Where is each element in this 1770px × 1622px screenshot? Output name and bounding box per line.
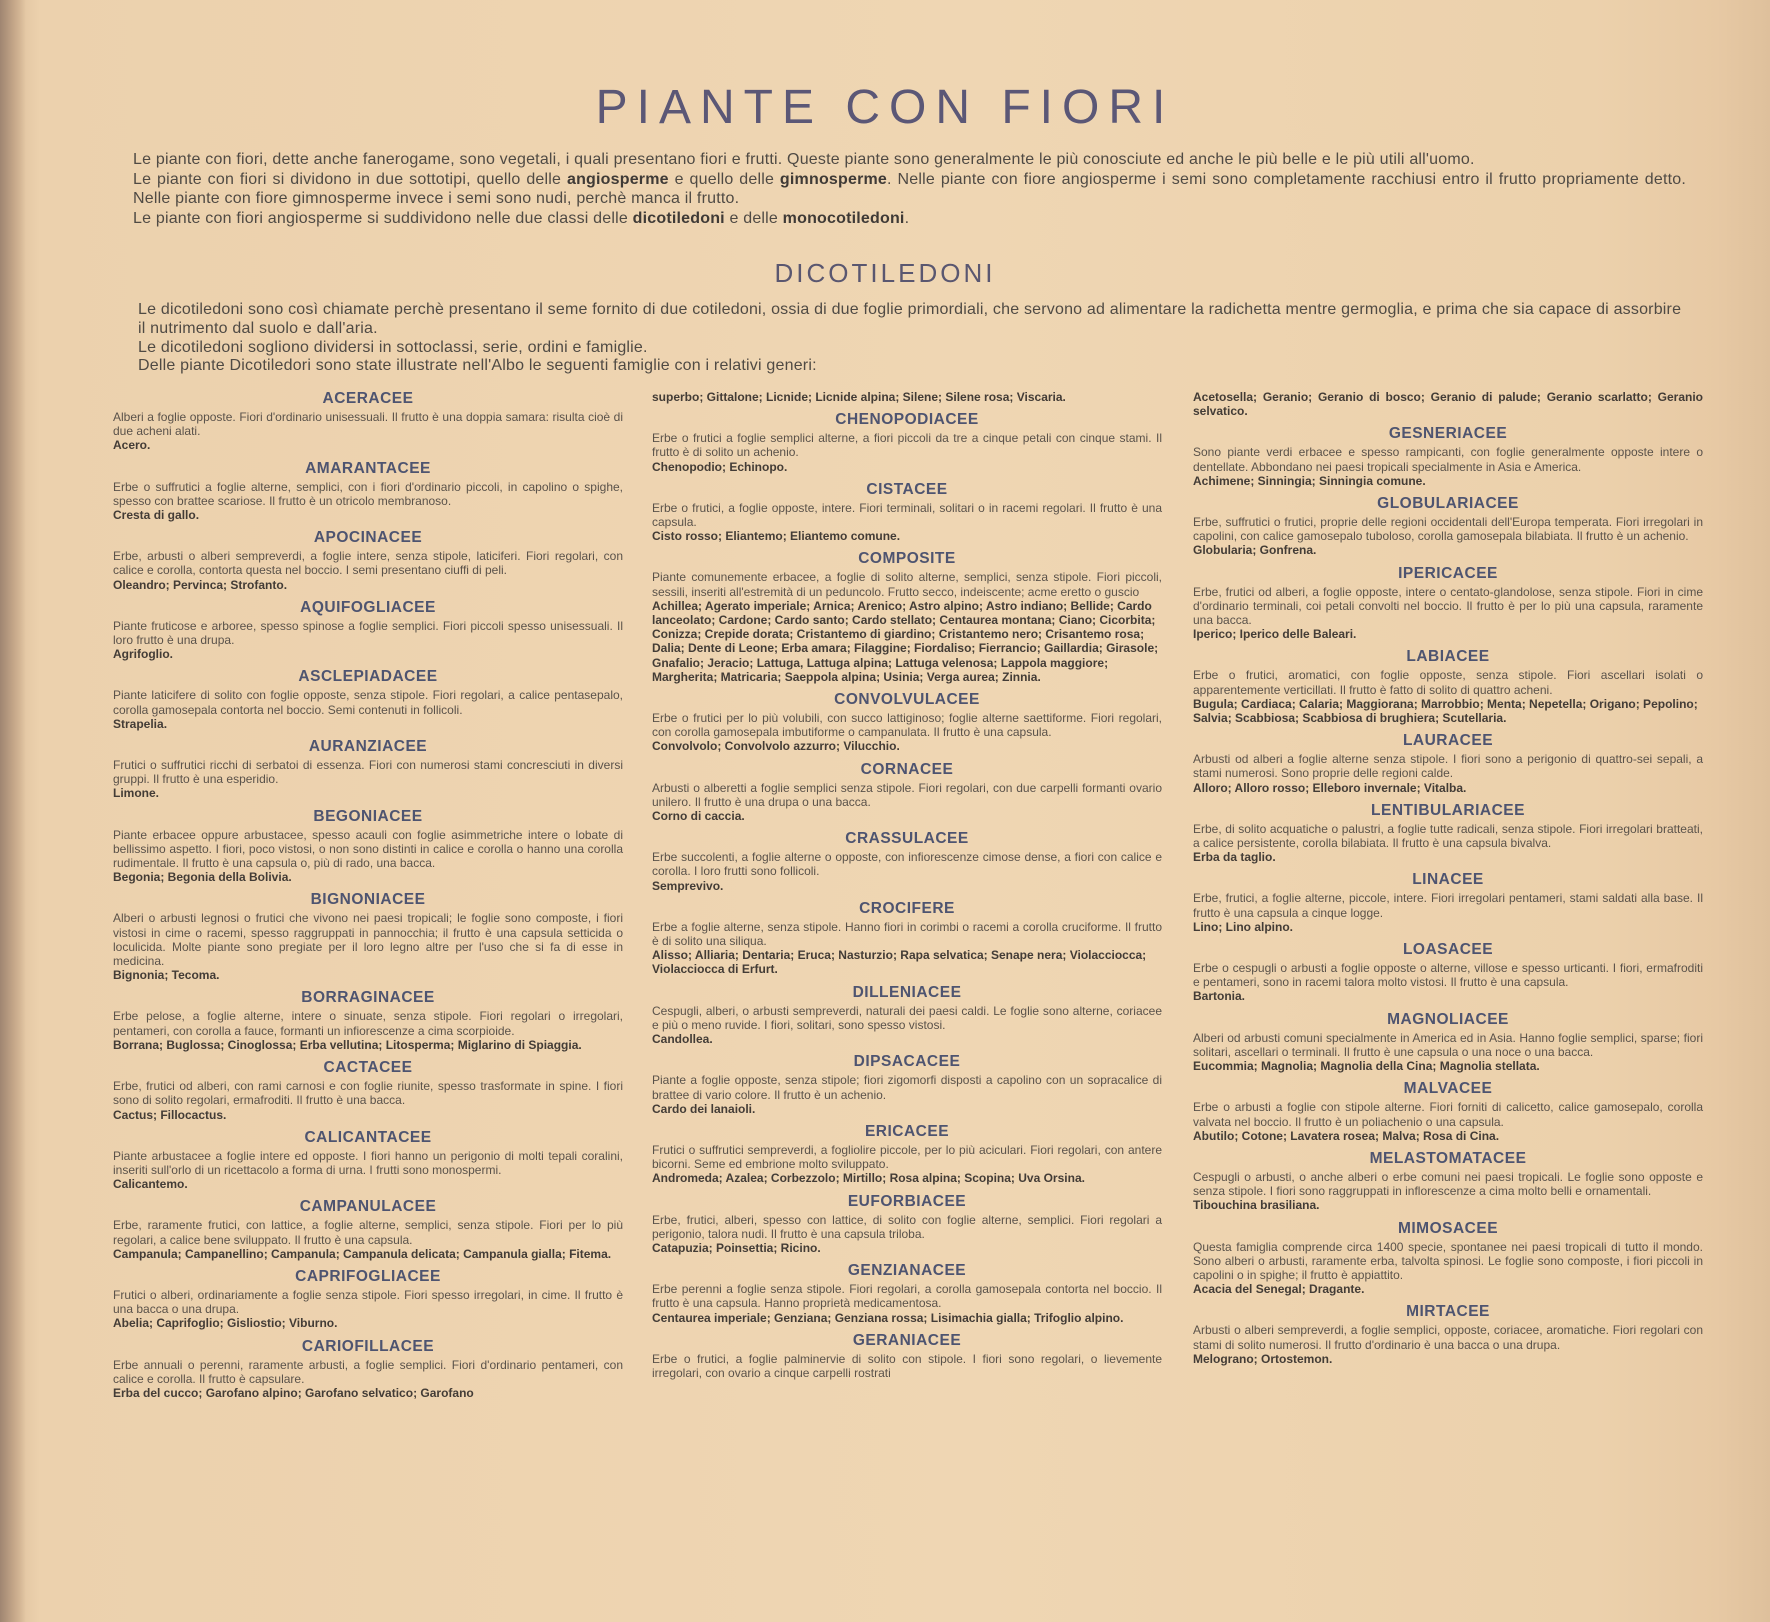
- family-name: AQUIFOGLIACEE: [300, 598, 436, 616]
- family-description: Erbe o suffrutici a foglie alterne, semplici, con i fiori d'ordinario piccoli, in capolino o spighe, spesso con brattee scariose. Il frutto è un otricolo membranoso.: [113, 479, 623, 508]
- family-genera: Cisto rosso; Eliantemo; Eliantemo comune.: [652, 529, 901, 544]
- family-genera: Andromeda; Azalea; Corbezzolo; Mirtillo; Rosa alpina; Scopina; Uva Orsina.: [652, 1171, 1085, 1186]
- family-entry: [1193, 1080, 1703, 1143]
- family-name: CROCIFERE: [859, 899, 955, 917]
- family-name: MAGNOLIACEE: [1387, 1010, 1509, 1028]
- family-name: CARIOFILLACEE: [301, 1337, 435, 1355]
- family-description: Questa famiglia comprende circa 1400 specie, spontanee nei paesi tropicali di tutto il mondo. Sono alberi o arbusti, raramente erba, talvolta spinosi. Le foglie sono composte, i fiori piccoli in capolini o in spighe; il frutto è appiattito.: [1193, 1239, 1703, 1282]
- family-entry: [1193, 732, 1703, 795]
- family-description: Erbe o frutici, a foglie palminervie di solito con stipole. I fiori sono regolari, o lievemente irregolari, con ovario a cinque carpelli rostrati: [652, 1351, 1162, 1380]
- family-name: BEGONIACEE: [313, 807, 423, 825]
- family-entry: [652, 1332, 1162, 1380]
- family-column-2: [652, 390, 1162, 1387]
- family-genera: Strapelia.: [113, 716, 168, 731]
- intro-text: [133, 150, 1686, 228]
- family-description: Alberi o arbusti legnosi o frutici che vivono nei paesi tropicali; le foglie sono composte, i fiori vistosi in cime o racemi, spesso raggruppati in pannocchia; il frutto è una capsula setticida o loculicida. Molte piante sono pregiate per il loro legno altre per l'uso che si fa di esse in medicina.: [113, 911, 623, 969]
- family-entry: [113, 1129, 623, 1192]
- family-genera: Lino; Lino alpino.: [1193, 919, 1293, 934]
- family-entry: [652, 411, 1162, 474]
- family-genera: Chenopodio; Echinopo.: [652, 459, 788, 474]
- continued-genera: Acetosella; Geranio; Geranio di bosco; Geranio di palude; Geranio scarlatto; Geranio selvatico.: [1193, 390, 1703, 419]
- family-name: GENZIANACEE: [847, 1262, 967, 1280]
- family-column-1: [113, 390, 623, 1407]
- family-genera: Globularia; Gonfrena.: [1193, 543, 1317, 558]
- family-genera: Cactus; Fillocactus.: [113, 1107, 227, 1122]
- family-description: Erbe pelose, a foglie alterne, intere o sinuate, senza stipole. Fiori regolari o irregolari, pentameri, con corolla a fauce, formanti un infiorescenze a cima scorpioide.: [113, 1009, 623, 1038]
- family-description: Alberi a foglie opposte. Fiori d'ordinario unisessuali. Il frutto è una doppia samara: risulta cioè di due acheni alati.: [113, 410, 623, 439]
- family-description: Erbe, frutici, a foglie alterne, piccole, intere. Fiori irregolari pentameri, stami saldati alla base. Il frutto è una capsula a cinque logge.: [1193, 891, 1703, 920]
- family-entry: [1193, 648, 1703, 725]
- family-entry: [652, 1053, 1162, 1116]
- family-description: Piante arbustacee a foglie intere ed opposte. I fiori hanno un perigonio di molti tepali coralini, inseriti sull'orlo di un ricettacolo a forma di urna. I frutti sono monospermi.: [113, 1148, 623, 1177]
- family-description: Arbusti o alberetti a foglie semplici senza stipole. Fiori regolari, con due carpelli formanti ovario unilero. Il frutto è una drupa o una bacca.: [652, 780, 1162, 809]
- family-entry: [113, 1338, 623, 1401]
- family-name: IPERICACEE: [1398, 564, 1498, 582]
- family-name: ERICACEE: [864, 1122, 950, 1140]
- family-description: Erbe o cespugli o arbusti a foglie opposte o alterne, villose e spesso urticanti. I fiori, ermafroditi e pentameri, sono in racemi talora molto vistosi. Il frutto è una capsula.: [1193, 961, 1703, 990]
- family-name: BIGNONIACEE: [310, 891, 426, 909]
- family-entry: [652, 1262, 1162, 1325]
- family-name: CACTACEE: [323, 1059, 413, 1077]
- family-entry: [652, 550, 1162, 684]
- family-description: Erbe, frutici, alberi, spesso con lattice, di solito con foglie alterne, semplici. Fiori regolari a perigonio, talora nudi. Il frutto è una capsula triloba.: [652, 1212, 1162, 1241]
- family-name: AMARANTACEE: [305, 459, 431, 477]
- family-description: Erbe, arbusti o alberi sempreverdi, a foglie intere, senza stipole, laticiferi. Fiori regolari, con calice e corolla, contorta questa nel boccio. I semi presentano ciuffi di peli.: [113, 549, 623, 578]
- family-genera: Centaurea imperiale; Genziana; Genziana rossa; Lisimachia gialla; Trifoglio alpino.: [652, 1310, 1124, 1325]
- family-name: GESNERIACEE: [1388, 425, 1508, 443]
- intro-paragraph: Le piante con fiori angiosperme si suddividono nelle due classi delle dicotiledoni e delle monocotiledoni.: [133, 209, 910, 227]
- family-name: LENTIBULARIACEE: [1371, 801, 1525, 819]
- family-name: CISTACEE: [866, 480, 948, 498]
- family-genera: Oleandro; Pervinca; Strofanto.: [113, 577, 288, 592]
- section-title: DICOTILEDONI: [774, 258, 996, 288]
- family-entry: [1193, 1150, 1703, 1213]
- family-name: CONVOLVULACEE: [834, 691, 980, 709]
- family-entry: [1193, 1011, 1703, 1074]
- family-description: Frutici o suffrutici ricchi di serbatoi di essenza. Fiori con numerosi stami concresciuti in diversi gruppi. Il frutto è una esperidio.: [113, 758, 623, 787]
- family-genera: Tibouchina brasiliana.: [1193, 1198, 1320, 1213]
- family-genera: Begonia; Begonia della Bolivia.: [113, 870, 292, 885]
- family-description: Frutici o alberi, ordinariamente a foglie senza stipole. Fiori spesso irregolari, in cime. Il frutto è una bacca o una drupa.: [113, 1287, 623, 1317]
- intro-paragraph: Le piante con fiori, dette anche fanerogame, sono vegetali, i quali presentano fiori e frutti. Queste piante sono generalmente le più conosciute ed anche le più belle e le più utili all'uomo.: [133, 151, 1475, 168]
- family-entry: [652, 481, 1162, 544]
- family-column-3: [1193, 390, 1703, 1373]
- family-genera: Bignonia; Tecoma.: [113, 968, 220, 983]
- family-genera: Eucommia; Magnolia; Magnolia della Cina; Magnolia stellata.: [1193, 1059, 1540, 1074]
- family-description: Erbe, raramente frutici, con lattice, a foglie alterne, semplici, senza stipole. Fiori per lo più regolari, a calice bene sviluppato. Il frutto è una capsula.: [113, 1218, 623, 1247]
- family-name: LOASACEE: [1402, 941, 1494, 959]
- family-description: Erbe o arbusti a foglie con stipole alterne. Fiori forniti di calicetto, calice gamosepalo, corolla valvata nel boccio. Il frutto è un poliachenio o una capsula.: [1193, 1100, 1703, 1129]
- family-genera: Erba da taglio.: [1193, 850, 1276, 865]
- family-entry: [652, 1193, 1162, 1256]
- family-description: Erbe o frutici a foglie semplici alterne, a fiori piccoli da tre a cinque petali con cinque stami. Il frutto è di solito un achenio.: [652, 431, 1162, 460]
- family-entry: [113, 738, 623, 801]
- family-entry: [1193, 425, 1703, 488]
- family-genera: Limone.: [113, 786, 160, 801]
- family-genera: Agrifoglio.: [113, 647, 173, 662]
- family-genera: Melograno; Ortostemon.: [1193, 1351, 1333, 1366]
- family-genera: Campanula; Campanellino; Campanula; Campanula delicata; Campanula gialla; Fitema.: [113, 1246, 612, 1261]
- family-name: EUFORBIACEE: [847, 1192, 967, 1210]
- family-name: CORNACEE: [860, 760, 954, 778]
- family-description: Piante a foglie opposte, senza stipole; fiori zigomorfi disposti a capolino con un sopracalice di brattee di vario colore. Il frutto è un achenio.: [652, 1073, 1162, 1102]
- family-entry: [113, 1198, 623, 1261]
- family-entry: [113, 1268, 623, 1331]
- family-entry: [1193, 495, 1703, 558]
- family-genera: Erba del cucco; Garofano alpino; Garofano selvatico; Garofano: [113, 1385, 474, 1400]
- family-description: Erbe a foglie alterne, senza stipole. Hanno fiori in corimbi o racemi a corolla cruciforme. Il frutto è di solito una siliqua.: [652, 919, 1162, 949]
- family-genera: Borrana; Buglossa; Cinoglossa; Erba vellutina; Litosperma; Miglarino di Spiaggia.: [113, 1037, 582, 1052]
- family-name: LINACEE: [1412, 871, 1484, 889]
- family-name: GLOBULARIACEE: [1377, 495, 1519, 513]
- family-entry: [113, 891, 623, 982]
- family-entry: [113, 599, 623, 662]
- family-description: Alberi od arbusti comuni specialmente in America ed in Asia. Hanno foglie semplici, sparse; fiori solitari, ascellari o terminali. Il frutto è une capsula o una noce o una bacca.: [1193, 1030, 1703, 1059]
- family-name: MIRTACEE: [1406, 1303, 1490, 1321]
- family-description: Piante erbacee oppure arbustacee, spesso acauli con foglie asimmetriche intere o lobate di bellissimo aspetto. I fiori, poco vistosi, o non sono distinti in calice e corolla o hanno una corolla rudimentale. Il frutto è una capsula o, più di rado, una bacca.: [113, 827, 623, 871]
- family-name: GERANIACEE: [852, 1331, 962, 1349]
- family-description: Piante fruticose e arboree, spesso spinose a foglie semplici. Fiori piccoli spesso unisessuali. Il loro frutto è una drupa.: [113, 618, 623, 648]
- family-description: Erbe, suffrutici o frutici, proprie delle regioni occidentali dell'Europa temperata. Fiori irregolari in capolini, con calice gamosepalo tuboloso, corolla gamosepala bilabiata. Il frutto è un achenio.: [1193, 515, 1703, 544]
- section-intro-paragraph: Le dicotiledoni sono così chiamate perchè presentano il seme fornito di due cotiledoni, ossia di due foglie primordiali, che servono ad alimentare la radichetta mentre germoglia, e prima che sia capace di assorbire il nutrimento dal suolo e dall'aria.: [138, 301, 1682, 337]
- family-genera: Calicantemo.: [113, 1177, 188, 1192]
- family-description: Erbe o frutici, a foglie opposte, intere. Fiori terminali, solitari o in racemi regolari. Il frutto è una capsula.: [652, 500, 1162, 530]
- family-entry: [1193, 565, 1703, 642]
- family-genera: Iperico; Iperico delle Baleari.: [1193, 627, 1357, 642]
- family-entry: [652, 761, 1162, 824]
- family-name: CRASSULACEE: [845, 830, 969, 848]
- family-description: Erbe succolenti, a foglie alterne o opposte, con infiorescenze cimose dense, a fiori con calice e corolla. I loro frutti sono follicoli.: [652, 850, 1162, 879]
- family-genera: Corno di caccia.: [652, 809, 745, 824]
- family-entry: [652, 900, 1162, 977]
- family-name: CAMPANULACEE: [299, 1198, 437, 1216]
- family-entry: [113, 668, 623, 731]
- intro-paragraph: Le piante con fiori si dividono in due sottotipi, quello delle angiosperme e quello delle gimnosperme. Nelle piante con fiore angiosperme i semi sono completamente racchiusi entro il frutto propriamente detto. Nelle piante con fiore gimnosperme invece i semi sono nudi, perchè manca il frutto.: [133, 170, 1686, 207]
- family-genera: Catapuzia; Poinsettia; Ricino.: [652, 1240, 821, 1255]
- family-entry: [113, 989, 623, 1052]
- family-entry: [113, 390, 623, 453]
- family-entry: [1193, 802, 1703, 865]
- family-description: Erbe, frutici od alberi, con rami carnosi e con foglie riunite, spesso trasformate in spine. I fiori sono di solito regolari, ermafroditi. Il frutto è una bacca.: [113, 1079, 623, 1108]
- family-genera: Convolvolo; Convolvolo azzurro; Vilucchio.: [652, 739, 900, 754]
- family-genera: Alloro; Alloro rosso; Elleboro invernale; Vitalba.: [1193, 780, 1467, 795]
- family-genera: Abelia; Caprifoglio; Gisliostio; Viburno.: [113, 1316, 338, 1331]
- family-name: MELASTOMATACEE: [1369, 1149, 1527, 1167]
- family-genera: Abutilo; Cotone; Lavatera rosea; Malva; Rosa di Cina.: [1193, 1128, 1500, 1143]
- family-name: AURANZIACEE: [308, 738, 428, 756]
- family-name: ASCLEPIADACEE: [298, 668, 438, 686]
- family-genera: Bartonia.: [1193, 989, 1246, 1004]
- family-genera: Achillea; Agerato imperiale; Arnica; Arenico; Astro alpino; Astro indiano; Bellide; Cardo lanceolato; Cardone; Cardo santo; Cardo stellato; Centaurea montana; Ciano; Cicorbita; Conizza; Crepide dorata; Cristantemo di giardino; Cristantemo nero; Crisantemo rosa; Dalia; Dente di Leone; Erba amara; Filaggine; Fiordaliso; Fierrancio; Gaillardia; Girasole; Gnafalio; Jeracio; Lattuga, Lattuga alpina; Lattuga velenosa; Lappola maggiore; Margherita; Matricaria; Saeppola alpina; Usinia; Verga aurea; Zinnia.: [652, 598, 1159, 684]
- section-intro-paragraph: Delle piante Dicotiledori sono state illustrate nell'Albo le seguenti famiglie con i relativi generi:: [138, 357, 817, 375]
- family-entry: [1193, 1303, 1703, 1366]
- family-description: Erbe o frutici, aromatici, con foglie opposte, senza stipole. Fiori ascellari isolati o apparentemente verticillati. Il frutto è fatto di solito di quattro acheni.: [1193, 668, 1703, 697]
- family-description: Piante laticifere di solito con foglie opposte, senza stipole. Fiori regolari, a calice pentasepalo, corolla gamosepala contorta nel boccio. Semi contenuti in follicoli.: [113, 688, 623, 717]
- page-title: PIANTE CON FIORI: [595, 81, 1175, 134]
- family-entry: [113, 808, 623, 885]
- family-name: MALVACEE: [1403, 1080, 1493, 1098]
- family-description: Erbe o frutici per lo più volubili, con succo lattiginoso; foglie alterne saettiforme. Fiori regolari, con corolla gamosepala imbutiforme o campanulata. Il frutto è una capsula.: [652, 711, 1162, 740]
- family-genera: Bugula; Cardiaca; Calaria; Maggiorana; Marrobbio; Menta; Nepetella; Origano; Pepolino; Salvia; Scabbiosa; Scabbiosa di brughiera; Scutellaria.: [1193, 696, 1698, 726]
- family-columns: [0, 390, 1770, 1615]
- family-entry: [113, 529, 623, 592]
- family-genera: Achimene; Sinningia; Sinningia comune.: [1193, 473, 1426, 488]
- section-intro: [138, 301, 1683, 376]
- family-genera: Acero.: [113, 438, 151, 453]
- family-description: Cespugli o arbusti, o anche alberi o erbe comuni nei paesi tropicali. Le foglie sono opposte e senza stipole. I fiori sono raggruppati in inflorescenze a cima molto belli e ornamentali.: [1193, 1169, 1703, 1199]
- family-name: COMPOSITE: [858, 550, 956, 568]
- family-entry: [652, 1123, 1162, 1186]
- family-entry: [1193, 941, 1703, 1004]
- family-name: ACERACEE: [322, 390, 414, 407]
- family-description: Sono piante verdi erbacee e spesso rampicanti, con foglie generalmente opposte intere o dentellate. Abbondano nei paesi tropicali specialmente in Asia e America.: [1193, 445, 1703, 474]
- family-description: Erbe perenni a foglie senza stipole. Fiori regolari, a corolla gamosepala contorta nel boccio. Il frutto è una capsula. Hanno proprietà medicamentosa.: [652, 1282, 1162, 1311]
- family-entry: [652, 691, 1162, 754]
- family-description: Erbe annuali o perenni, raramente arbusti, a foglie semplici. Fiori d'ordinario pentameri, con calice e corolla. Il frutto è capsulare.: [113, 1357, 623, 1386]
- family-description: Frutici o suffrutici sempreverdi, a fogliolire piccole, per lo più aciculari. Fiori regolari, con antere bicorni. Seme ed embrione molto sviluppato.: [652, 1142, 1162, 1172]
- family-name: LABIACEE: [1406, 648, 1490, 666]
- family-genera: Cresta di gallo.: [113, 508, 200, 523]
- family-genera: Candollea.: [652, 1032, 713, 1047]
- family-description: Piante comunemente erbacee, a foglie di solito alterne, semplici, senza stipole. Fiori piccoli, sessili, inseriti all'estremità di un peduncolo. Frutto secco, indeiscente; acme eretto o guscio: [652, 570, 1162, 599]
- family-name: CAPRIFOGLIACEE: [295, 1267, 441, 1285]
- family-description: Arbusti o alberi sempreverdi, a foglie semplici, opposte, coriacee, aromatiche. Fiori regolari con stami di solito numerosi. Il frutto d'ordinario è una bacca o una drupa.: [1193, 1323, 1703, 1352]
- family-genera: Cardo dei lanaioli.: [652, 1101, 756, 1116]
- family-description: Cespugli, alberi, o arbusti sempreverdi, naturali dei paesi caldi. Le foglie sono alterne, coriacee e più o meno ruvide. I fiori, solitari, sono spesso vistosi.: [652, 1003, 1162, 1032]
- family-entry: [1193, 1220, 1703, 1297]
- family-name: APOCINACEE: [313, 529, 423, 547]
- family-name: DILLENIACEE: [852, 983, 962, 1001]
- family-genera: Semprevivo.: [652, 878, 724, 893]
- family-description: Erbe, frutici od alberi, a foglie opposte, intere o centato-glandolose, senza stipole. Fiori in cime d'ordinario terminali, coi petali convolti nel boccio. Il frutto è per lo più una capsula, raramente una bacca.: [1193, 584, 1703, 628]
- section-intro-paragraph: Le dicotiledoni sogliono dividersi in sottoclassi, serie, ordini e famiglie.: [138, 338, 648, 356]
- family-entry: [113, 460, 623, 523]
- family-genera: Acacia del Senegal; Dragante.: [1193, 1282, 1365, 1297]
- family-description: Erbe, di solito acquatiche o palustri, a foglie tutte radicali, senza stipole. Fiori irregolari bratteati, a calice persistente, corolla bilabiata. Il frutto è una capsula bivalva.: [1193, 821, 1703, 851]
- family-description: Arbusti od alberi a foglie alterne senza stipole. I fiori sono a perigonio di quattro-sei sepali, a stami numerosi. Sono proprie delle regioni calde.: [1193, 752, 1703, 781]
- family-genera: Alisso; Alliaria; Dentaria; Eruca; Nasturzio; Rapa selvatica; Senape nera; Violacciocca; Violacciocca di Erfurt.: [652, 948, 1147, 977]
- family-entry: [1193, 871, 1703, 934]
- family-entry: [113, 1059, 623, 1122]
- family-name: DIPSACACEE: [853, 1053, 961, 1071]
- family-name: LAURACEE: [1402, 732, 1494, 750]
- continued-genera: superbo; Gittalone; Licnide; Licnide alpina; Silene; Silene rosa; Viscaria.: [652, 390, 1066, 404]
- family-entry: [652, 984, 1162, 1047]
- family-entry: [652, 830, 1162, 893]
- family-name: CALICANTACEE: [304, 1128, 432, 1146]
- family-name: CHENOPODIACEE: [835, 411, 979, 429]
- family-name: MIMOSACEE: [1397, 1219, 1499, 1237]
- family-name: BORRAGINACEE: [301, 989, 435, 1007]
